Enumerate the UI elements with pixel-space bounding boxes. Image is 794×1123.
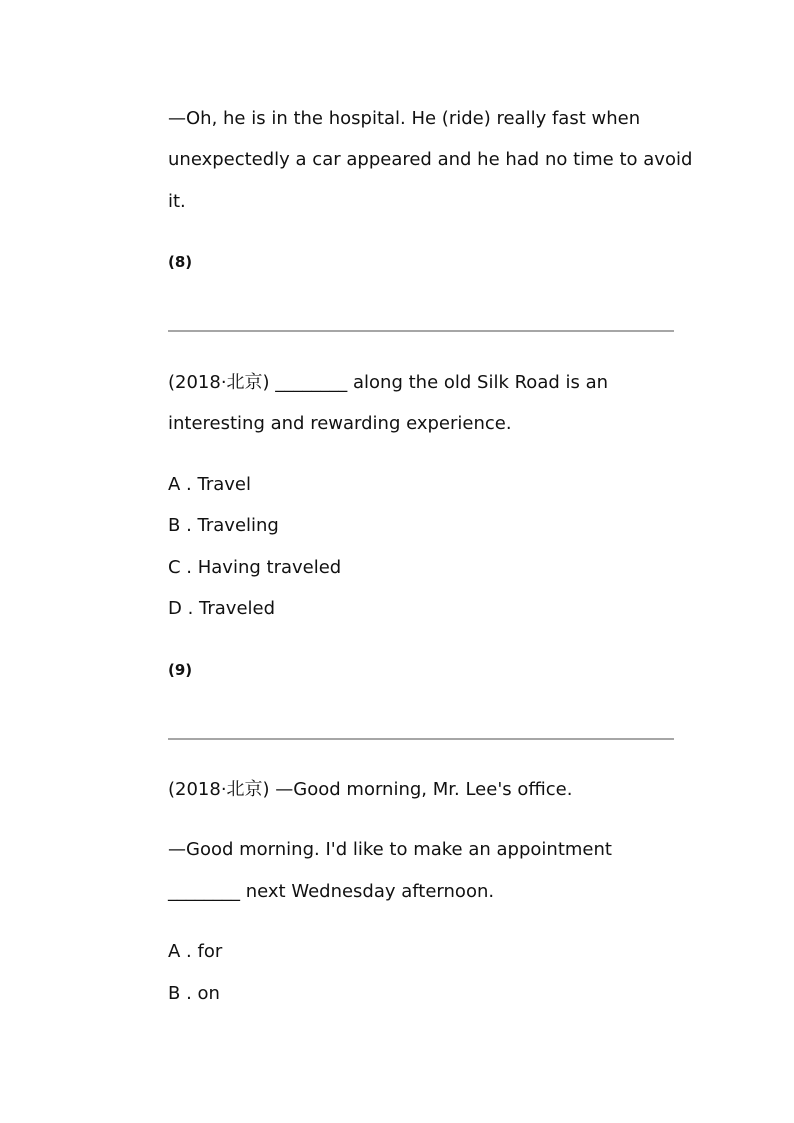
q9-option-b[interactable]: B . on (168, 983, 220, 1004)
q8-option-d[interactable]: D . Traveled (168, 598, 276, 619)
question-number-9: (9) (168, 661, 193, 679)
q8-option-b[interactable]: B . Traveling (168, 515, 279, 536)
q9-stem-line-3: ________ next Wednesday afternoon. (168, 881, 495, 902)
question-number-8: (8) (168, 253, 193, 271)
q8-stem-line-2: interesting and rewarding experience. (168, 413, 512, 434)
q9-stem-line-2: —Good morning. I'd like to make an appointment (168, 839, 612, 860)
q9-option-a[interactable]: A . for (168, 941, 223, 962)
q7-answer-line-1: —Oh, he is in the hospital. He (ride) really fast when (168, 108, 641, 129)
q7-answer-line-3: it. (168, 191, 186, 212)
q8-option-c[interactable]: C . Having traveled (168, 557, 342, 578)
q9-stem-line-1: (2018·北京) —Good morning, Mr. Lee's office. (168, 779, 573, 800)
q8-option-a[interactable]: A . Travel (168, 474, 251, 495)
divider-rule (168, 330, 674, 332)
divider-rule (168, 738, 674, 740)
q7-answer-line-2: unexpectedly a car appeared and he had no time to avoid (168, 149, 693, 170)
q8-stem-line-1: (2018·北京) ________ along the old Silk Road is an (168, 372, 609, 393)
